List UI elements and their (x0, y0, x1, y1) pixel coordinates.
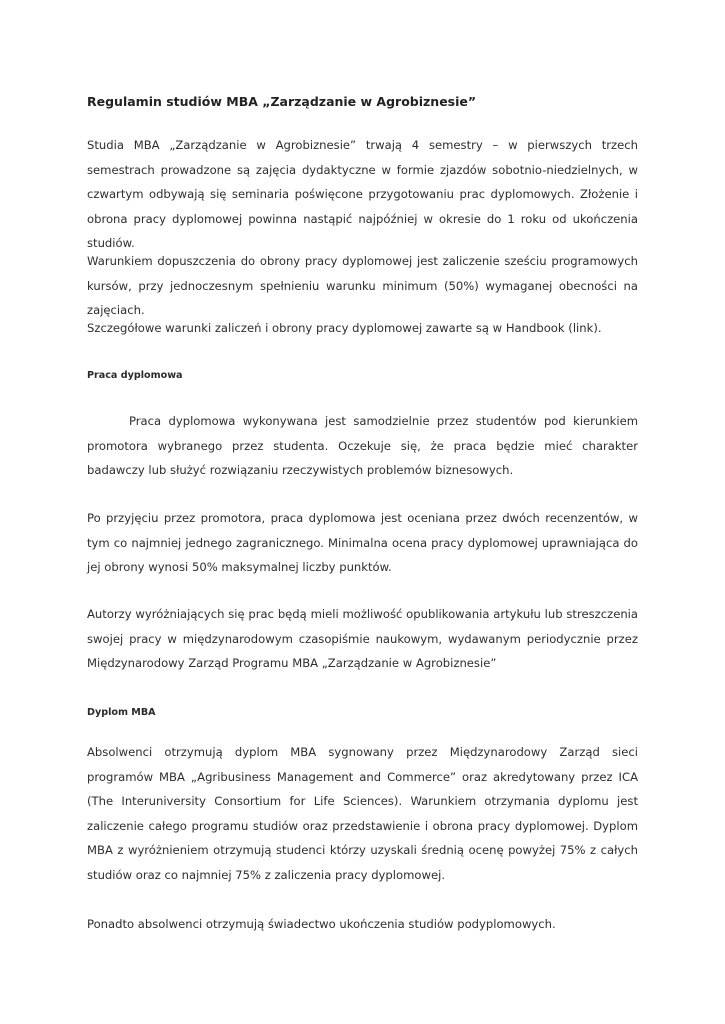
thesis-paragraph-supervision: Praca dyplomowa wykonywana jest samodzielnie przez studentów pod kierunkiem promotora wybranego przez studenta. Oczekuje się, że praca będzie mieć charakter badawczy lub służyć rozwiązaniu rzeczywistych problemów biznesowych. (87, 414, 638, 477)
section-heading-thesis: Praca dyplomowa (87, 370, 183, 381)
section-heading-diploma: Dyplom MBA (87, 707, 156, 718)
intro-paragraph-duration: Studia MBA „Zarządzanie w Agrobiznesie” trwają 4 semestry – w pierwszych trzech semestrach prowadzone są zajęcia dydaktyczne w formie zjazdów sobotnio-niedzielnych, w czwartym odbywają się seminaria poświęcone przygotowaniu prac dyplomowych. Złożenie i obrona pracy dyplomowej powinna nastąpić najpóźniej w okresie do 1 roku od ukończenia studiów. (87, 138, 638, 250)
diploma-paragraph-certificate: Ponadto absolwenci otrzymują świadectwo ukończenia studiów podyplomowych. (87, 917, 556, 931)
thesis-paragraph-publication: Autorzy wyróżniających się prac będą mieli możliwość opublikowania artykułu lub streszczenia swojej pracy w międzynarodowym czasopiśmie naukowym, wydawanym periodycznie przez Międzynarodowy Zarząd Programu MBA „Zarządzanie w Agrobiznesie” (87, 607, 638, 670)
document-title: Regulamin studiów MBA „Zarządzanie w Agrobiznesie” (87, 94, 477, 109)
intro-paragraph-admission: Warunkiem dopuszczenia do obrony pracy dyplomowej jest zaliczenie sześciu programowych kursów, przy jednoczesnym spełnieniu warunku minimum (50%) wymaganej obecności na zajęciach. (87, 254, 638, 317)
diploma-paragraph-accreditation: Absolwenci otrzymują dyplom MBA sygnowany przez Międzynarodowy Zarząd sieci programów MBA „Agribusiness Management and Commerce” oraz akredytowany przez ICA (The Interuniversity Consortium for Life Sciences). Warunkiem otrzymania dyplomu jest zaliczenie całego programu studiów oraz przedstawienie i obrona pracy dyplomowej. Dyplom MBA z wyróżnieniem otrzymują studenci którzy uzyskali średnią ocenę powyżej 75% z całych studiów oraz co najmniej 75% z zaliczenia pracy dyplomowej. (87, 745, 638, 882)
thesis-paragraph-review: Po przyjęciu przez promotora, praca dyplomowa jest oceniana przez dwóch recenzentów, w tym co najmniej jednego zagranicznego. Minimalna ocena pracy dyplomowej uprawniająca do jej obrony wynosi 50% maksymalnej liczby punktów. (87, 511, 638, 574)
intro-paragraph-handbook: Szczegółowe warunki zaliczeń i obrony pracy dyplomowej zawarte są w Handbook (link). (87, 321, 602, 335)
